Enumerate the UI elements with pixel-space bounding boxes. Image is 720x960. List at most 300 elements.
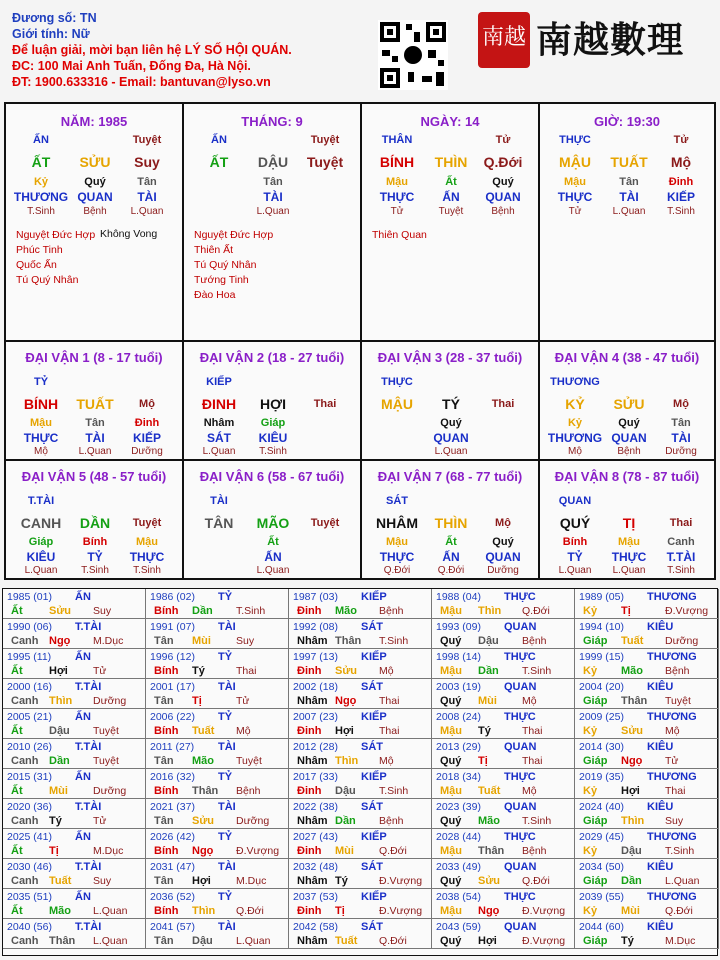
year-branch: Tuất (478, 785, 501, 797)
year-stem: Nhâm (297, 635, 328, 647)
pillar-row2: ẤT (31, 154, 51, 170)
year-branch: Mùi (49, 785, 68, 797)
year-phase: Mộ (665, 725, 680, 737)
year-branch: Thân (335, 635, 362, 647)
star-name: Thiên Quan (372, 229, 427, 241)
luck-god: SÁT (386, 495, 408, 507)
year-label: 2029 (45) (579, 831, 624, 843)
year-god: THỰC (504, 591, 536, 603)
year-branch: Dần (192, 605, 213, 617)
pillar-row5: L.Quan (130, 206, 164, 217)
luck-phase: Tuyệt (310, 517, 340, 529)
year-label: 2011 (27) (150, 741, 195, 753)
pillar-cell (540, 104, 714, 342)
year-stem: Tân (154, 875, 174, 887)
year-phase: Suy (93, 875, 112, 887)
year-phase: Mộ (379, 665, 394, 677)
year-god: T.TÀI (75, 861, 102, 873)
year-label: 2007 (23) (293, 711, 338, 723)
year-cell (575, 709, 719, 739)
pillar-row3: Tân (263, 176, 283, 188)
year-god: KIÊU (647, 621, 674, 633)
year-phase: Bệnh (522, 635, 547, 647)
year-label: 2002 (18) (293, 681, 338, 693)
luck-phase: Tuyệt (132, 517, 162, 529)
pillar-row1: THÂN (381, 134, 413, 146)
luck-hidden-stem: Giáp (260, 417, 286, 429)
pillar-row1: Tuyệt (310, 134, 340, 146)
contact-line: Để luận giải, mời bạn liên hệ LÝ SỐ HỘI QUÁN. (12, 43, 292, 57)
year-cell (575, 799, 719, 829)
year-cell (575, 859, 719, 889)
luck-hidden-god: THỰC (611, 550, 647, 564)
year-phase: Tử (93, 665, 107, 677)
luck-phase: Mộ (495, 517, 511, 529)
year-stem: Tân (154, 635, 174, 647)
year-branch: Ngọ (621, 755, 643, 767)
year-god: ẤN (75, 831, 91, 843)
year-phase: Suy (236, 635, 255, 647)
year-god: QUAN (504, 861, 537, 873)
year-label: 2008 (24) (436, 711, 481, 723)
year-god: TỶ (218, 831, 233, 843)
year-phase: Đ.Vượng (665, 605, 709, 617)
year-god: TỶ (218, 891, 233, 903)
year-cell (146, 649, 289, 679)
year-label: 2017 (33) (293, 771, 338, 783)
year-branch: Ngọ (192, 845, 214, 857)
year-cell (289, 919, 432, 949)
luck-cell (184, 461, 362, 578)
year-god: KIÊU (647, 681, 674, 693)
luck-phase: Mộ (139, 398, 155, 410)
year-phase: L.Quan (236, 935, 271, 947)
year-branch: Mùi (478, 695, 497, 707)
year-god: ẤN (75, 891, 91, 903)
year-branch: Hợi (192, 875, 211, 887)
luck-hidden-stem: Đinh (134, 417, 160, 429)
year-label: 2043 (59) (436, 921, 481, 933)
year-stem: Ất (11, 605, 23, 617)
year-label: 2010 (26) (7, 741, 52, 753)
luck-stem: KỶ (565, 396, 585, 412)
luck-hidden-stem: Giáp (28, 536, 54, 548)
luck-hidden-phase: Dưỡng (131, 446, 163, 457)
year-god: T.TÀI (75, 741, 102, 753)
luck-stem: TÂN (204, 515, 234, 531)
year-god: TỶ (218, 771, 233, 783)
pillar-row4: THỰC (379, 190, 415, 204)
pillar-row3: Kỷ (33, 176, 49, 188)
luck-phase: Thai (491, 398, 515, 410)
pillar-row5: Tử (568, 206, 582, 217)
star-name: Thiên Ất (194, 244, 234, 256)
year-cell (432, 829, 575, 859)
year-branch: Sửu (49, 605, 72, 617)
year-stem: Đinh (297, 725, 322, 737)
year-phase: Tử (665, 755, 679, 767)
year-label: 1993 (09) (436, 621, 481, 633)
luck-hidden-phase: T.Sinh (81, 565, 109, 576)
year-stem: Kỷ (583, 845, 598, 857)
pillar-row2: Mộ (670, 154, 692, 170)
pillar-row3: Đinh (668, 176, 694, 188)
year-branch: Thìn (478, 605, 502, 617)
luck-hidden-stem: Bính (82, 536, 108, 548)
luck-hidden-phase: Bệnh (617, 446, 641, 457)
year-god: TÀI (218, 621, 236, 633)
year-label: 2024 (40) (579, 801, 624, 813)
year-stem: Giáp (583, 935, 608, 947)
luck-hidden-phase: L.Quan (24, 565, 58, 576)
star-name: Nguyệt Đức Hợp (16, 229, 96, 241)
luck-stem: CANH (20, 515, 62, 531)
year-stem: Nhâm (297, 875, 328, 887)
luck-hidden-phase: Q.Đới (383, 565, 411, 576)
year-god: THƯƠNG (647, 891, 697, 903)
year-god: KIẾP (361, 831, 387, 843)
year-cell (575, 679, 719, 709)
year-god: SÁT (361, 681, 383, 693)
year-phase: Bệnh (379, 815, 404, 827)
luck-hidden-stem: Mậu (136, 536, 158, 548)
luck-hidden-god: TÀI (85, 431, 105, 445)
luck-branch: DẦN (79, 515, 111, 531)
year-branch: Tị (335, 905, 345, 917)
year-phase: Q.Đới (379, 845, 407, 857)
year-god: KIÊU (647, 801, 674, 813)
luck-hidden-god: TỶ (87, 550, 103, 564)
year-label: 2013 (29) (436, 741, 481, 753)
luck-hidden-god: QUAN (433, 431, 469, 445)
pillar-row1: ẤN (33, 134, 49, 146)
year-cell (432, 799, 575, 829)
luck-hidden-stem: Ất (267, 536, 279, 548)
year-god: THỰC (504, 891, 536, 903)
year-god: SÁT (361, 861, 383, 873)
year-branch: Ngọ (478, 905, 500, 917)
luck-hidden-phase: T.Sinh (667, 565, 695, 576)
year-stem: Mậu (440, 665, 462, 677)
luck-hidden-god: QUAN (611, 431, 647, 445)
luck-hidden-phase: Q.Đới (437, 565, 465, 576)
luck-cell (362, 342, 540, 461)
luck-branch: SỬU (613, 396, 645, 412)
luck-cell (540, 342, 714, 461)
luck-phase: Mộ (673, 398, 689, 410)
year-label: 2027 (43) (293, 831, 338, 843)
year-phase: Q.Đới (522, 605, 550, 617)
year-phase: Đ.Vượng (522, 935, 566, 947)
year-label: 2006 (22) (150, 711, 195, 723)
year-stem: Ất (11, 845, 23, 857)
year-cell (146, 739, 289, 769)
luck-hidden-god: KIẾP (132, 431, 161, 445)
year-cell (432, 919, 575, 949)
year-cell (575, 889, 719, 919)
year-phase: M.Dục (93, 635, 124, 647)
year-branch: Sửu (621, 725, 644, 737)
luck-god: TÀI (210, 495, 228, 507)
pillar-row4: THỰC (557, 190, 593, 204)
year-phase: T.Sinh (236, 605, 266, 617)
year-cell (432, 709, 575, 739)
luck-phase: Thai (669, 517, 693, 529)
year-stem: Canh (11, 815, 39, 827)
year-god: KIÊU (647, 861, 674, 873)
year-stem: Tân (154, 755, 174, 767)
year-cell (289, 739, 432, 769)
year-phase: Q.Đới (522, 875, 550, 887)
pillar-cell (362, 104, 540, 342)
pillar-row1: ẤN (211, 134, 227, 146)
year-phase: T.Sinh (379, 635, 409, 647)
luck-hidden-god: KIÊU (258, 431, 288, 445)
year-phase: Mộ (522, 695, 537, 707)
year-god: QUAN (504, 921, 537, 933)
pillar-title: NGÀY: 14 (420, 114, 480, 129)
year-label: 2025 (41) (7, 831, 52, 843)
year-stem: Ất (11, 665, 23, 677)
year-stem: Quý (440, 935, 462, 947)
year-god: QUAN (504, 681, 537, 693)
year-branch: Thìn (335, 755, 359, 767)
star-name: Phúc Tinh (16, 244, 63, 256)
year-branch: Tị (192, 695, 202, 707)
luck-hidden-god: THƯƠNG (547, 431, 603, 445)
year-branch: Tị (49, 845, 59, 857)
year-branch: Mão (621, 665, 643, 677)
luck-hidden-phase: Mộ (568, 446, 582, 457)
pillar-stars (194, 228, 273, 303)
luck-hidden-stem: Mậu (386, 536, 408, 548)
year-label: 2014 (30) (579, 741, 624, 753)
year-branch: Mão (335, 605, 357, 617)
year-stem: Đinh (297, 845, 322, 857)
year-phase: Đ.Vượng (522, 905, 566, 917)
year-label: 1992 (08) (293, 621, 338, 633)
year-stem: Nhâm (297, 695, 328, 707)
year-stem: Tân (154, 695, 174, 707)
star-name: Tướng Tinh (194, 274, 249, 286)
year-cell (3, 859, 146, 889)
pillar-row3: Ất (445, 176, 457, 188)
luck-title: ĐẠI VẬN 2 (18 - 27 tuổi) (199, 350, 345, 365)
luck-god: QUAN (558, 495, 592, 507)
year-branch: Tý (335, 875, 348, 887)
pillar-row1: Tử (495, 134, 511, 146)
year-phase: Tuyệt (93, 755, 119, 767)
year-stem: Canh (11, 875, 39, 887)
year-stem: Nhâm (297, 935, 328, 947)
luck-cell (540, 461, 714, 578)
year-god: KIẾP (361, 891, 387, 903)
luck-hidden-stem: Mậu (30, 417, 52, 429)
year-phase: Đ.Vượng (379, 875, 423, 887)
year-god: QUAN (504, 621, 537, 633)
luck-hidden-stem: Kỷ (567, 417, 583, 429)
year-cell (146, 589, 289, 619)
pillar-row4: ẤN (442, 190, 460, 204)
year-branch: Tuất (335, 935, 358, 947)
year-branch: Sửu (335, 665, 358, 677)
year-label: 1988 (04) (436, 591, 481, 603)
year-label: 1996 (12) (150, 651, 195, 663)
year-label: 2044 (60) (579, 921, 624, 933)
luck-god: THỰC (381, 376, 413, 388)
year-label: 1998 (14) (436, 651, 481, 663)
luck-hidden-stem: Mậu (618, 536, 640, 548)
year-branch: Mùi (335, 845, 354, 857)
luck-hidden-phase: L.Quan (256, 565, 290, 576)
year-label: 2034 (50) (579, 861, 624, 873)
pillar-row5: L.Quan (612, 206, 646, 217)
year-stem: Bính (154, 725, 179, 737)
year-cell (575, 829, 719, 859)
luck-hidden-stem: Quý (618, 417, 640, 429)
year-stem: Canh (11, 695, 39, 707)
year-cell (432, 889, 575, 919)
pillar-row2: ẤT (209, 154, 229, 170)
year-cell (3, 889, 146, 919)
year-label: 2042 (58) (293, 921, 338, 933)
year-label: 1991 (07) (150, 621, 195, 633)
year-branch: Dậu (49, 725, 70, 737)
year-branch: Hợi (49, 665, 68, 677)
year-god: ẤN (75, 711, 91, 723)
year-stem: Giáp (583, 815, 608, 827)
luck-branch: THÌN (434, 515, 468, 531)
year-stem: Mậu (440, 905, 462, 917)
year-branch: Tý (192, 665, 205, 677)
year-phase: Tử (93, 815, 107, 827)
luck-title: ĐẠI VẬN 6 (58 - 67 tuổi) (199, 469, 345, 484)
luck-hidden-stem: Tân (85, 417, 105, 429)
year-stem: Ất (11, 725, 23, 737)
year-label: 2021 (37) (150, 801, 195, 813)
year-branch: Sửu (478, 875, 501, 887)
year-god: SÁT (361, 921, 383, 933)
pillar-row2: THÌN (434, 154, 468, 170)
year-phase: Q.Đới (236, 905, 264, 917)
year-label: 2012 (28) (293, 741, 338, 753)
year-stem: Đinh (297, 665, 322, 677)
pillar-title: NĂM: 1985 (60, 114, 128, 129)
year-phase: M.Dục (236, 875, 267, 887)
luck-hidden-stem: Quý (440, 417, 462, 429)
year-branch: Hợi (335, 725, 354, 737)
year-cell (3, 829, 146, 859)
year-god: THƯƠNG (647, 771, 697, 783)
year-god: ẤN (75, 771, 91, 783)
year-god: QUAN (504, 741, 537, 753)
year-label: 2019 (35) (579, 771, 624, 783)
year-god: T.TÀI (75, 921, 102, 933)
luck-hidden-phase: L.Quan (202, 446, 236, 457)
year-label: 2032 (48) (293, 861, 338, 873)
year-cell (3, 619, 146, 649)
year-phase: Bệnh (522, 845, 547, 857)
year-cell (3, 649, 146, 679)
year-branch: Mão (49, 905, 71, 917)
year-branch: Dần (335, 815, 356, 827)
luck-hidden-stem: Bính (562, 536, 588, 548)
year-cell (432, 859, 575, 889)
year-branch: Dần (621, 875, 642, 887)
year-cell (289, 619, 432, 649)
year-branch: Thân (192, 785, 219, 797)
luck-hidden-phase: L.Quan (612, 565, 646, 576)
year-cell (575, 769, 719, 799)
year-cell (432, 649, 575, 679)
year-phase: T.Sinh (379, 785, 409, 797)
year-god: THƯƠNG (647, 711, 697, 723)
year-phase: Thai (665, 785, 686, 797)
year-label: 2003 (19) (436, 681, 481, 693)
pillar-stars (372, 228, 427, 243)
star-extra: Không Vong (100, 228, 158, 240)
luck-hidden-phase: L.Quan (558, 565, 592, 576)
year-stem: Kỷ (583, 665, 598, 677)
year-cell (3, 679, 146, 709)
year-branch: Mão (192, 755, 214, 767)
year-stem: Tân (154, 815, 174, 827)
brand-seal: 南越 (478, 12, 530, 68)
year-stem: Bính (154, 785, 179, 797)
year-stem: Ất (11, 785, 23, 797)
year-label: 2009 (25) (579, 711, 624, 723)
year-label: 1986 (02) (150, 591, 195, 603)
year-phase: Dưỡng (665, 635, 699, 647)
year-label: 2020 (36) (7, 801, 52, 813)
year-branch: Tý (478, 725, 491, 737)
year-branch: Mão (478, 815, 500, 827)
year-god: SÁT (361, 741, 383, 753)
year-stem: Bính (154, 845, 179, 857)
pillar-cell (184, 104, 362, 342)
year-branch: Mùi (621, 905, 640, 917)
pillar-row3: Tân (619, 176, 639, 188)
luck-hidden-god: QUAN (485, 550, 521, 564)
year-label: 2028 (44) (436, 831, 481, 843)
pillar-row5: T.Sinh (27, 206, 55, 217)
pillar-row4: TÀI (619, 190, 639, 204)
star-name: Đào Hoa (194, 289, 236, 301)
year-phase: Tuyệt (236, 755, 262, 767)
pillar-row2: Suy (134, 154, 160, 170)
pillar-stars (16, 228, 95, 288)
luck-hidden-stem: Quý (492, 536, 514, 548)
year-cell (432, 679, 575, 709)
year-label: 2004 (20) (579, 681, 624, 693)
luck-hidden-stem: Nhâm (203, 417, 235, 429)
pillar-row5: Tử (390, 206, 404, 217)
year-phase: Thai (522, 725, 543, 737)
year-branch: Dậu (192, 935, 213, 947)
year-phase: L.Quan (93, 905, 128, 917)
year-god: TÀI (218, 681, 236, 693)
pillar-row3: Mậu (564, 176, 586, 188)
year-cell (575, 589, 719, 619)
pillar-title: THÁNG: 9 (241, 114, 303, 129)
year-god: THỰC (504, 651, 536, 663)
luck-phase: Thai (313, 398, 337, 410)
year-branch: Hợi (621, 785, 640, 797)
year-stem: Quý (440, 875, 462, 887)
year-phase: L.Quan (93, 935, 128, 947)
year-label: 1985 (01) (7, 591, 52, 603)
year-stem: Nhâm (297, 755, 328, 767)
